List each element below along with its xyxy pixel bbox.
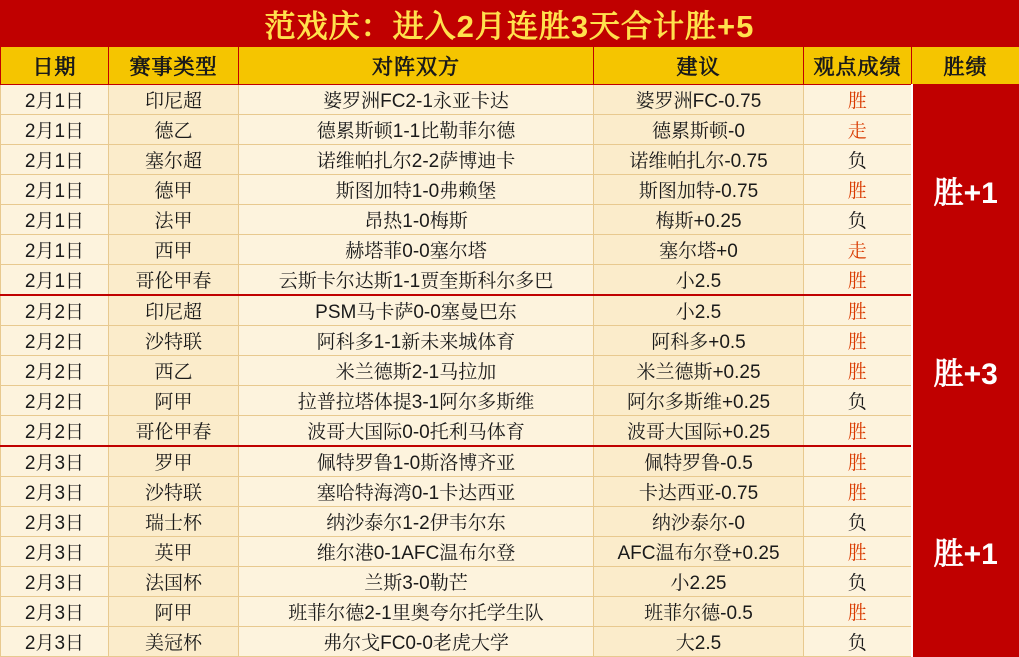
cell-advice: 纳沙泰尔-0: [594, 507, 804, 537]
table-header-row: [1, 47, 1019, 85]
cell-match: 拉普拉塔体提3-1阿尔多斯维: [239, 386, 594, 416]
cell-result: 胜: [804, 537, 912, 567]
cell-league: 法甲: [109, 205, 239, 235]
cell-advice: 梅斯+0.25: [594, 205, 804, 235]
cell-match: 云斯卡尔达斯1-1贾奎斯科尔多巴: [239, 265, 594, 296]
cell-result: 胜: [804, 477, 912, 507]
table-row: [1, 627, 1019, 657]
group-total: 胜+1: [912, 446, 1019, 657]
cell-result: 胜: [804, 597, 912, 627]
table-row: [1, 295, 1019, 326]
cell-date: 2月3日: [1, 567, 109, 597]
column-header-result: 观点成绩: [804, 47, 912, 85]
column-header-advice: 建议: [594, 47, 804, 85]
cell-league: 沙特联: [109, 477, 239, 507]
column-header-date: 日期: [1, 47, 109, 85]
cell-date: 2月2日: [1, 326, 109, 356]
cell-date: 2月2日: [1, 356, 109, 386]
cell-result: 胜: [804, 295, 912, 326]
table-row: [1, 265, 1019, 296]
table-row: [1, 537, 1019, 567]
cell-advice: 德累斯顿-0: [594, 115, 804, 145]
cell-match: 维尔港0-1AFC温布尔登: [239, 537, 594, 567]
table-row: [1, 356, 1019, 386]
cell-result: 胜: [804, 356, 912, 386]
table-row: [1, 145, 1019, 175]
cell-advice: 班菲尔德-0.5: [594, 597, 804, 627]
cell-date: 2月3日: [1, 477, 109, 507]
cell-result: 负: [804, 627, 912, 657]
cell-match: 阿科多1-1新未来城体育: [239, 326, 594, 356]
cell-league: 德乙: [109, 115, 239, 145]
cell-advice: 塞尔塔+0: [594, 235, 804, 265]
cell-date: 2月1日: [1, 145, 109, 175]
cell-date: 2月3日: [1, 597, 109, 627]
cell-league: 哥伦甲春: [109, 416, 239, 447]
cell-date: 2月1日: [1, 115, 109, 145]
cell-advice: 婆罗洲FC-0.75: [594, 85, 804, 115]
cell-match: 赫塔菲0-0塞尔塔: [239, 235, 594, 265]
cell-match: 班菲尔德2-1里奥夸尔托学生队: [239, 597, 594, 627]
cell-league: 阿甲: [109, 597, 239, 627]
table-row: [1, 205, 1019, 235]
cell-advice: AFC温布尔登+0.25: [594, 537, 804, 567]
cell-result: 负: [804, 386, 912, 416]
table-row: [1, 597, 1019, 627]
cell-league: 法国杯: [109, 567, 239, 597]
cell-league: 西甲: [109, 235, 239, 265]
table-row: [1, 85, 1019, 115]
cell-league: 印尼超: [109, 295, 239, 326]
cell-date: 2月3日: [1, 627, 109, 657]
cell-match: 婆罗洲FC2-1永亚卡达: [239, 85, 594, 115]
cell-match: 塞哈特海湾0-1卡达西亚: [239, 477, 594, 507]
cell-date: 2月1日: [1, 235, 109, 265]
cell-advice: 佩特罗鲁-0.5: [594, 446, 804, 477]
table-body: [1, 85, 1019, 657]
cell-advice: 小2.5: [594, 295, 804, 326]
column-header-match: 对阵双方: [239, 47, 594, 85]
cell-result: 胜: [804, 175, 912, 205]
cell-result: 胜: [804, 265, 912, 296]
cell-result: 负: [804, 567, 912, 597]
cell-advice: 卡达西亚-0.75: [594, 477, 804, 507]
cell-league: 德甲: [109, 175, 239, 205]
table-row: [1, 477, 1019, 507]
cell-match: 德累斯顿1-1比勒菲尔德: [239, 115, 594, 145]
cell-league: 沙特联: [109, 326, 239, 356]
cell-advice: 阿科多+0.5: [594, 326, 804, 356]
cell-advice: 大2.5: [594, 627, 804, 657]
cell-date: 2月2日: [1, 416, 109, 447]
table-row: [1, 507, 1019, 537]
page-title: 范戏庆：进入2月连胜3天合计胜+5: [0, 0, 1019, 46]
cell-match: 兰斯3-0勒芒: [239, 567, 594, 597]
column-header-league: 赛事类型: [109, 47, 239, 85]
cell-advice: 阿尔多斯维+0.25: [594, 386, 804, 416]
cell-advice: 诺维帕扎尔-0.75: [594, 145, 804, 175]
cell-advice: 小2.25: [594, 567, 804, 597]
cell-league: 塞尔超: [109, 145, 239, 175]
table-row: [1, 115, 1019, 145]
cell-date: 2月2日: [1, 295, 109, 326]
cell-date: 2月3日: [1, 507, 109, 537]
cell-match: PSM马卡萨0-0塞曼巴东: [239, 295, 594, 326]
table-row: [1, 386, 1019, 416]
group-total: 胜+3: [912, 295, 1019, 446]
table-row: [1, 567, 1019, 597]
cell-result: 走: [804, 235, 912, 265]
cell-advice: 小2.5: [594, 265, 804, 296]
cell-date: 2月3日: [1, 446, 109, 477]
cell-match: 斯图加特1-0弗赖堡: [239, 175, 594, 205]
cell-league: 英甲: [109, 537, 239, 567]
cell-date: 2月1日: [1, 265, 109, 296]
cell-advice: 波哥大国际+0.25: [594, 416, 804, 447]
cell-date: 2月3日: [1, 537, 109, 567]
cell-result: 胜: [804, 326, 912, 356]
cell-result: 负: [804, 507, 912, 537]
cell-league: 罗甲: [109, 446, 239, 477]
cell-league: 美冠杯: [109, 627, 239, 657]
cell-match: 纳沙泰尔1-2伊韦尔东: [239, 507, 594, 537]
cell-league: 印尼超: [109, 85, 239, 115]
cell-date: 2月1日: [1, 85, 109, 115]
cell-advice: 斯图加特-0.75: [594, 175, 804, 205]
table-row: [1, 326, 1019, 356]
cell-advice: 米兰德斯+0.25: [594, 356, 804, 386]
cell-result: 胜: [804, 85, 912, 115]
cell-result: 胜: [804, 446, 912, 477]
cell-match: 佩特罗鲁1-0斯洛博齐亚: [239, 446, 594, 477]
table-row: [1, 446, 1019, 477]
table-row: [1, 175, 1019, 205]
cell-match: 昂热1-0梅斯: [239, 205, 594, 235]
group-total: 胜+1: [912, 85, 1019, 296]
cell-date: 2月1日: [1, 205, 109, 235]
column-header-total: 胜绩: [912, 47, 1019, 85]
results-table: [0, 46, 1019, 657]
cell-result: 负: [804, 205, 912, 235]
cell-league: 阿甲: [109, 386, 239, 416]
cell-result: 走: [804, 115, 912, 145]
cell-date: 2月2日: [1, 386, 109, 416]
table-header: [1, 47, 1019, 85]
cell-match: 波哥大国际0-0托利马体育: [239, 416, 594, 447]
table-row: [1, 235, 1019, 265]
cell-date: 2月1日: [1, 175, 109, 205]
cell-league: 哥伦甲春: [109, 265, 239, 296]
table-row: [1, 416, 1019, 447]
cell-league: 西乙: [109, 356, 239, 386]
cell-match: 弗尔戈FC0-0老虎大学: [239, 627, 594, 657]
cell-match: 诺维帕扎尔2-2萨博迪卡: [239, 145, 594, 175]
cell-match: 米兰德斯2-1马拉加: [239, 356, 594, 386]
cell-league: 瑞士杯: [109, 507, 239, 537]
cell-result: 胜: [804, 416, 912, 447]
cell-result: 负: [804, 145, 912, 175]
